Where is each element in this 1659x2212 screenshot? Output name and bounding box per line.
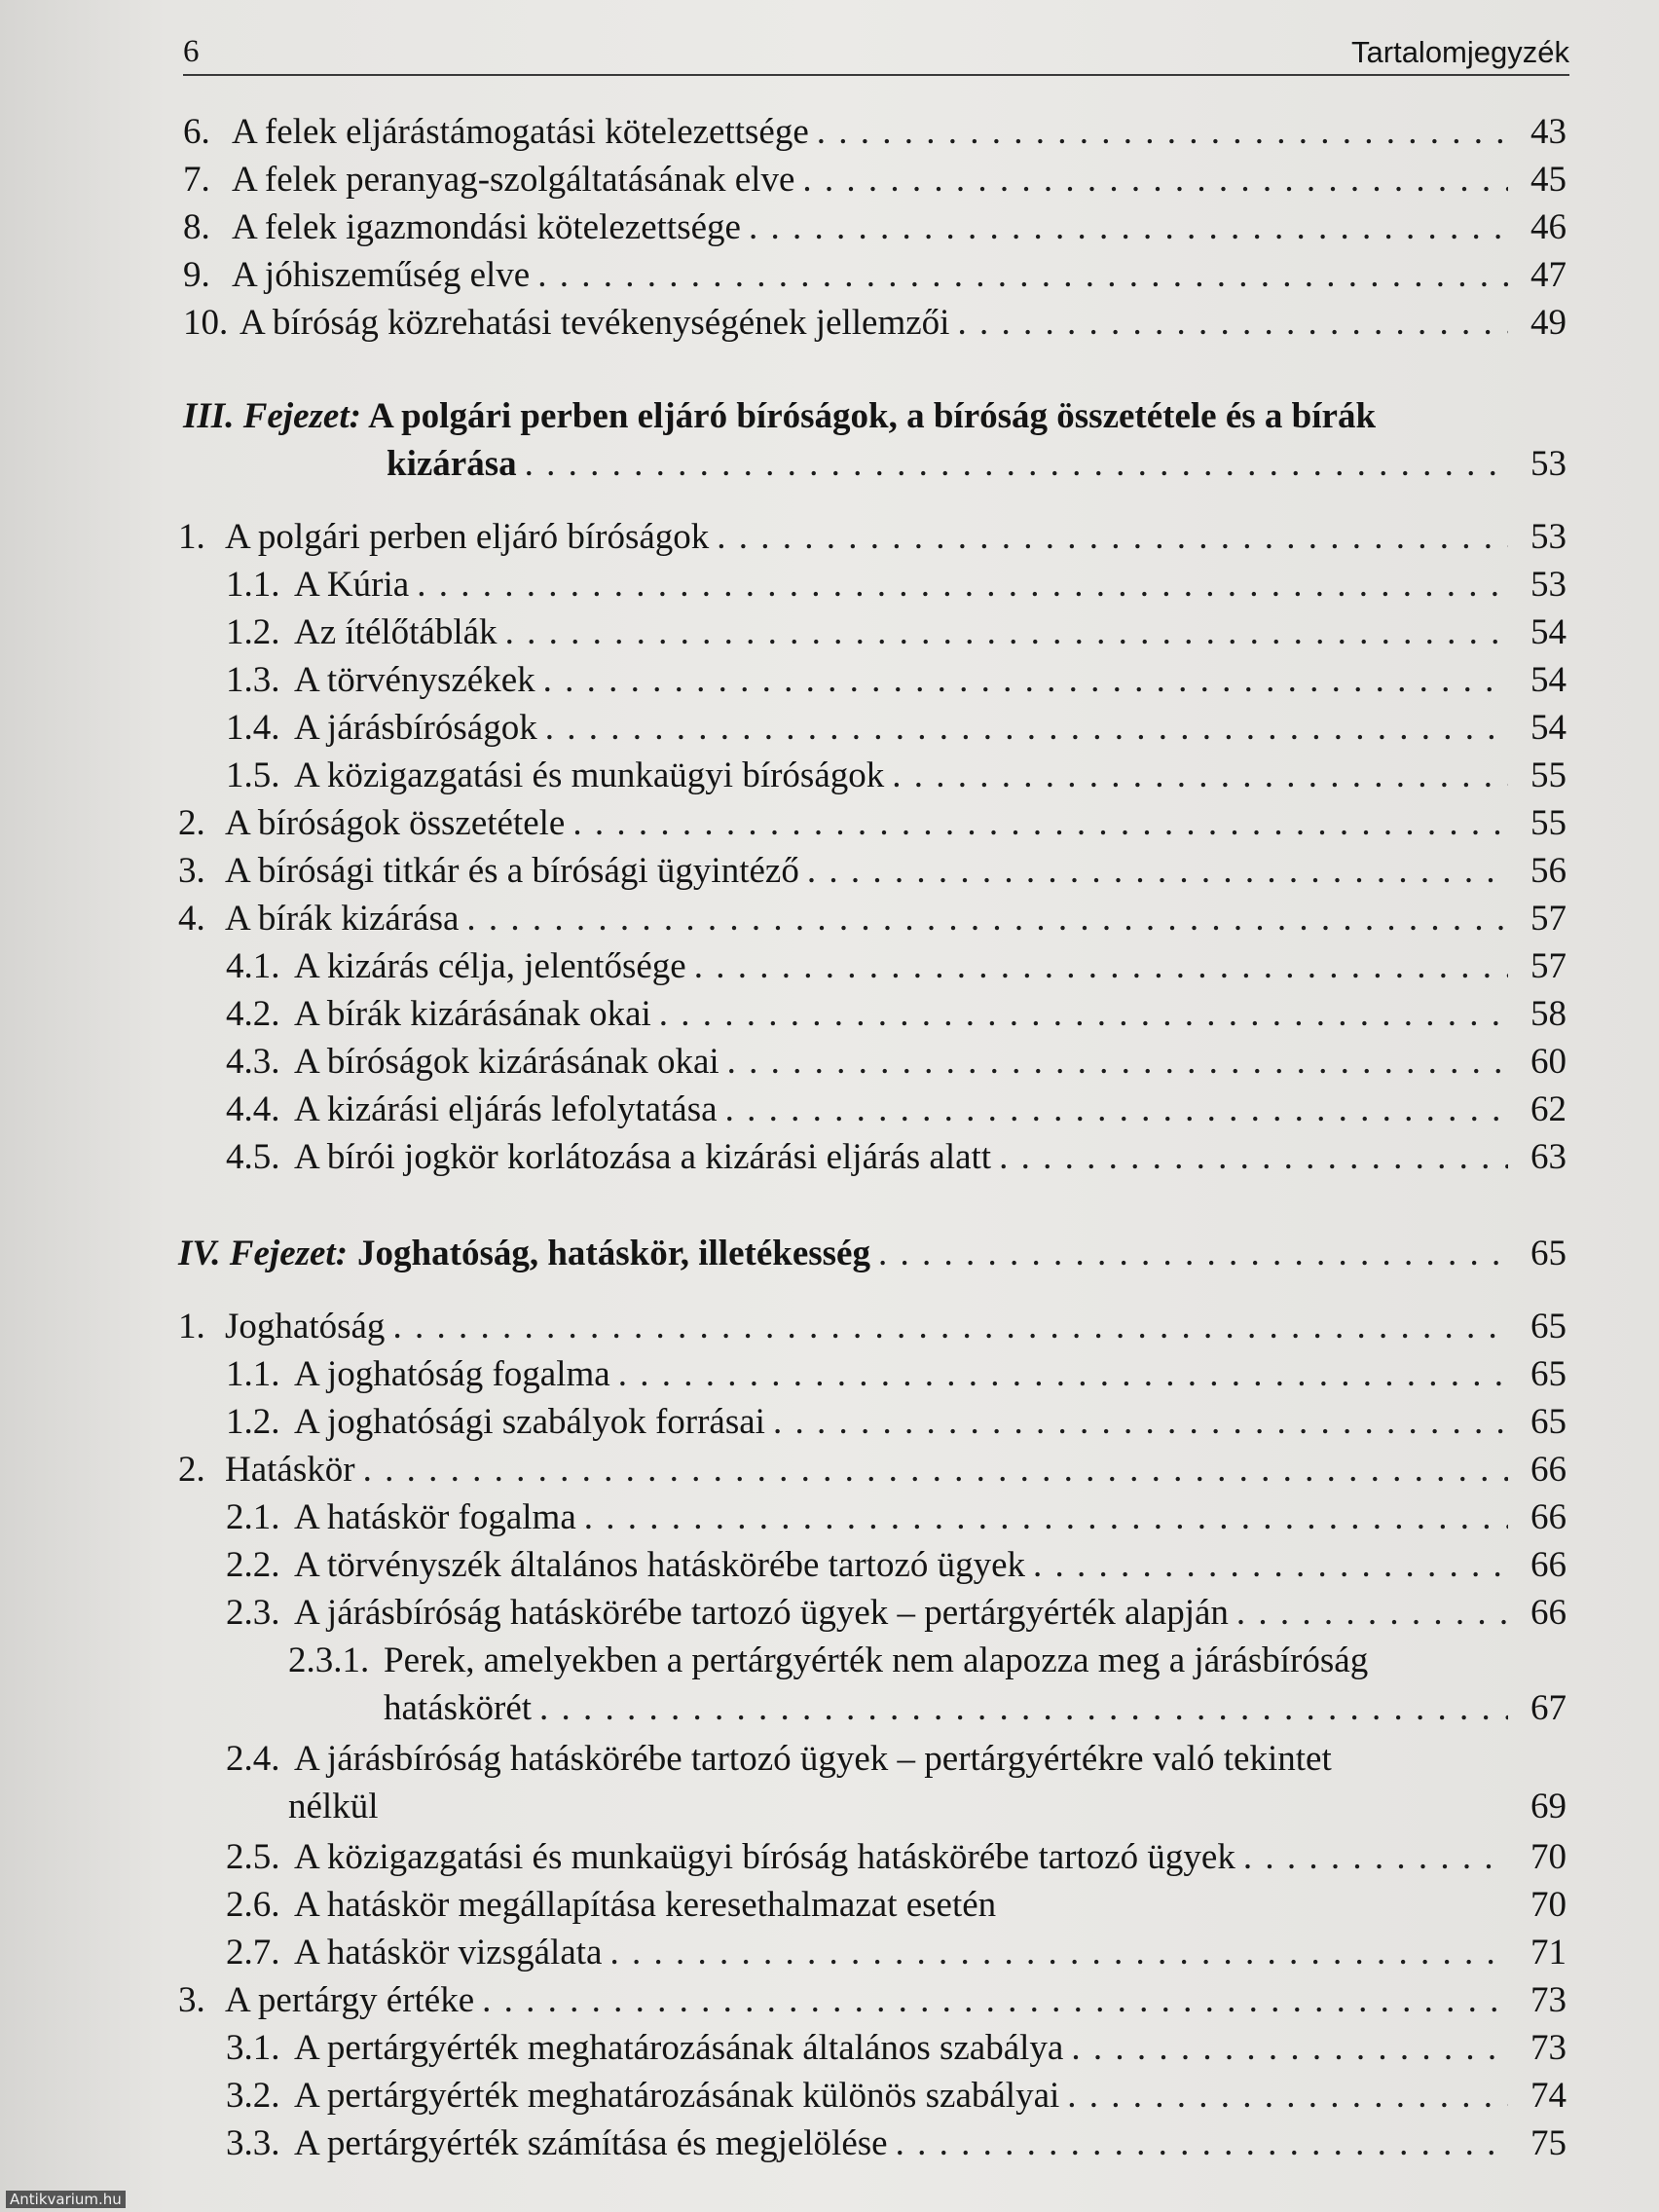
toc-entry[interactable]: 8. A felek igazmondási kötelezettsége . . . 46 — [183, 204, 1567, 251]
toc-entry[interactable]: 2.3. A járásbíróság hatáskörébe tartozó ügyek – pertárgyérték alapján . . . 66 — [226, 1590, 1567, 1637]
chapter-heading-iii[interactable] — [183, 393, 1376, 440]
toc-entry[interactable]: 2.3.1. Perek, amelyekben a pertárgyérték nem alapozza meg a járásbíróság — [288, 1641, 1369, 1680]
toc-entry[interactable]: 2. A bíróságok összetétele . . . 55 — [178, 800, 1567, 847]
toc-entry[interactable]: 1.5. A közigazgatási és munkaügyi bíróságok . . . 55 — [226, 753, 1567, 799]
toc-entry[interactable]: 1.1. A joghatóság fogalma . . . 65 — [226, 1351, 1567, 1398]
toc-entry[interactable]: 4.1. A kizárás célja, jelentősége . . . 57 — [226, 943, 1567, 990]
toc-entry[interactable]: 3.1. A pertárgyérték meghatározásának általános szabálya . . . 73 — [226, 2025, 1567, 2072]
toc-entry[interactable]: 4.4. A kizárási eljárás lefolytatása . . . 62 — [226, 1087, 1567, 1133]
toc-entry[interactable]: 1. Joghatóság . . . 65 — [178, 1304, 1567, 1350]
toc-entry[interactable]: 2.6. A hatáskör megállapítása keresethalmazat esetén 70 — [226, 1885, 1567, 1925]
watermark: Antikvarium.hu — [6, 2191, 126, 2208]
toc-entry[interactable]: 3.3. A pertárgyérték számítása és megjelölése . . . 75 — [226, 2120, 1567, 2167]
toc-entry[interactable]: 7. A felek peranyag-szolgáltatásának elve . . . 45 — [183, 157, 1567, 203]
toc-entry[interactable]: 2. Hatáskör . . . 66 — [178, 1447, 1567, 1493]
chapter-heading-iii-cont[interactable]: kizárása . . . 53 — [387, 441, 1567, 488]
toc-entry[interactable]: 4.3. A bíróságok kizárásának okai . . . 60 — [226, 1039, 1567, 1086]
toc-entry-cont[interactable]: hatáskörét . . . 67 — [384, 1685, 1567, 1732]
toc-entry-cont[interactable]: nélkül 69 — [288, 1787, 1567, 1826]
chapter-label: III. Fejezet: — [183, 396, 361, 436]
toc-entry[interactable]: 1. A polgári perben eljáró bíróságok . . . 53 — [178, 514, 1567, 561]
toc-entry[interactable]: 4.5. A bírói jogkör korlátozása a kizárási eljárás alatt . . . 63 — [226, 1134, 1567, 1181]
page-number: 6 — [183, 34, 200, 69]
toc-entry[interactable]: 2.7. A hatáskör vizsgálata . . . 71 — [226, 1930, 1567, 1976]
toc-entry[interactable]: 4. A bírák kizárása . . . 57 — [178, 896, 1567, 942]
running-title: Tartalomjegyzék — [1351, 35, 1569, 69]
toc-entry[interactable]: 2.4. A járásbíróság hatáskörébe tartozó ügyek – pertárgyértékre való tekintet — [226, 1739, 1332, 1779]
toc-entry[interactable]: 2.5. A közigazgatási és munkaügyi bíróság hatáskörébe tartozó ügyek . . . 70 — [226, 1834, 1567, 1881]
toc-entry[interactable]: 1.3. A törvényszékek . . . 54 — [226, 657, 1567, 704]
chapter-title: A polgári perben eljáró bíróságok, a bíróság összetétele és a bírák — [368, 396, 1377, 436]
toc-entry[interactable]: 6. A felek eljárástámogatási kötelezettsége . . . 43 — [183, 109, 1567, 156]
toc-entry[interactable]: 10. A bíróság közrehatási tevékenységének jellemzői . . . 49 — [183, 300, 1567, 347]
toc-entry[interactable]: 3. A bírósági titkár és a bírósági ügyintéző . . . 56 — [178, 848, 1567, 895]
toc-entry[interactable]: 2.2. A törvényszék általános hatáskörébe tartozó ügyek . . . 66 — [226, 1542, 1567, 1589]
toc-entry[interactable]: 1.2. Az ítélőtáblák . . . 54 — [226, 609, 1567, 656]
toc-entry[interactable]: 1.1. A Kúria . . . 53 — [226, 562, 1567, 608]
toc-entry[interactable]: 1.2. A joghatósági szabályok forrásai . . . 65 — [226, 1399, 1567, 1446]
toc-entry[interactable]: 1.4. A járásbíróságok . . . 54 — [226, 705, 1567, 752]
toc-entry[interactable]: 3.2. A pertárgyérték meghatározásának különös szabályai . . . 74 — [226, 2073, 1567, 2120]
chapter-label: IV. Fejezet: — [178, 1234, 349, 1273]
toc-entry[interactable]: 4.2. A bírák kizárásának okai . . . 58 — [226, 991, 1567, 1038]
toc-entry[interactable]: 3. A pertárgy értéke . . . 73 — [178, 1977, 1567, 2024]
toc-entry[interactable]: 2.1. A hatáskör fogalma . . . 66 — [226, 1494, 1567, 1541]
chapter-title: Joghatóság, hatáskör, illetékesség — [357, 1234, 870, 1273]
chapter-heading-iv[interactable]: IV. Fejezet: Joghatóság, hatáskör, illetékesség . . . 65 — [178, 1231, 1567, 1277]
toc-entry[interactable]: 9. A jóhiszeműség elve . . . 47 — [183, 252, 1567, 299]
